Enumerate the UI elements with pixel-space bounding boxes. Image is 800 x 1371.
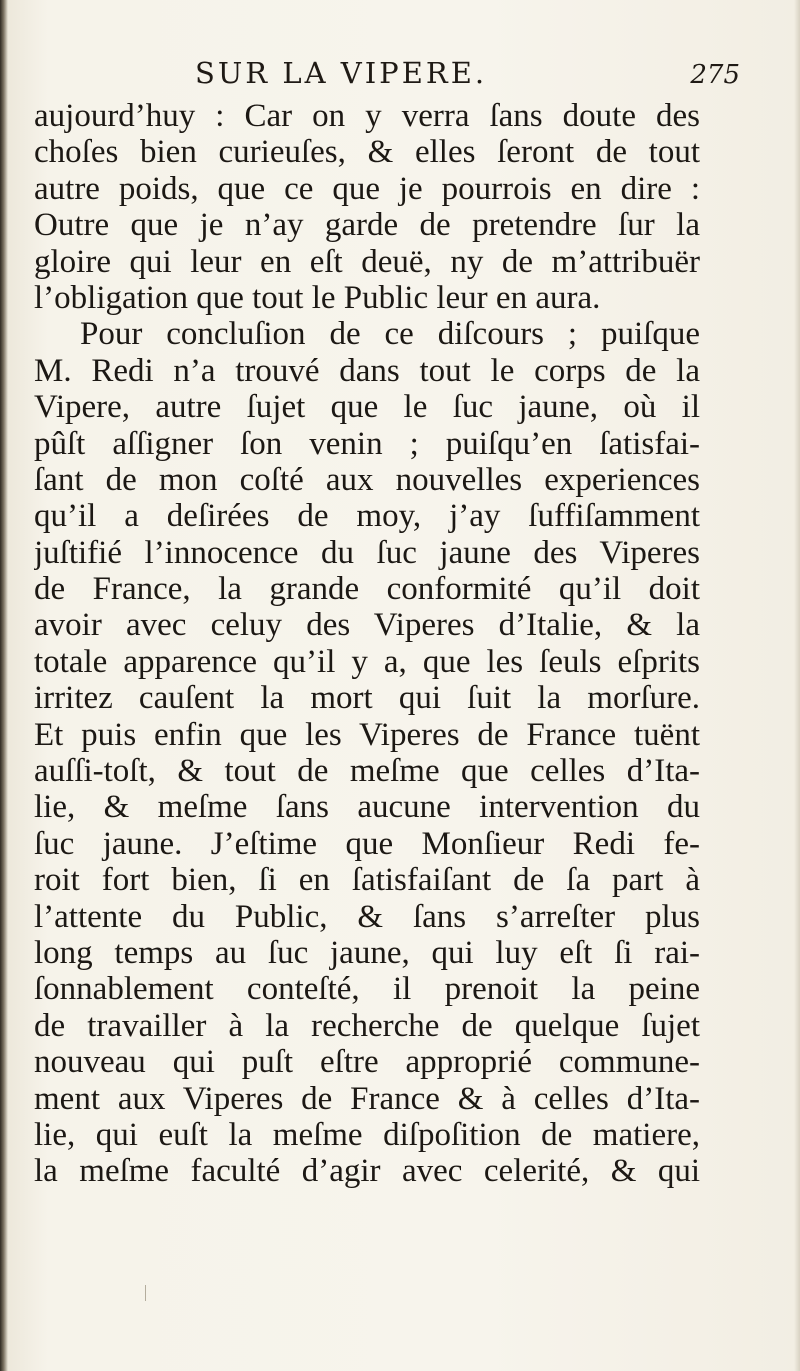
text-line: Vipere, autre ſujet que le ſuc jaune, où il — [34, 389, 700, 426]
text-line: de travailler à la recherche de quelque ſujet — [34, 1007, 700, 1044]
ink-mark — [145, 1285, 146, 1301]
running-title: SUR LA VIPERE. — [195, 56, 488, 90]
body-text — [34, 98, 700, 1190]
paragraph-first-line: Pour concluſion de ce diſcours ; puiſque — [80, 316, 700, 353]
text-line: totale apparence qu’il y a, que les ſeuls eſprits — [34, 643, 700, 680]
text-line: ſuc jaune. J’eſtime que Monſieur Redi fe- — [34, 825, 700, 862]
text-line: de France, la grande conformité qu’il doit — [34, 571, 700, 608]
text-line: gloire qui leur en eſt deuë, ny de m’attribuër — [34, 243, 700, 280]
text-line: aujourd’huy : Car on y verra ſans doute des — [34, 98, 700, 134]
text-line: roit fort bien, ſi en ſatisfaiſant de ſa part à — [34, 862, 700, 899]
text-line: ment aux Viperes de France & à celles d’Ita- — [34, 1080, 700, 1117]
page-header — [40, 56, 740, 96]
text-line: pûſt aſſigner ſon venin ; puiſqu’en ſatisfai- — [34, 425, 700, 462]
text-line: irritez cauſent la mort qui ſuit la morſure. — [34, 680, 700, 717]
text-line: long temps au ſuc jaune, qui luy eſt ſi rai- — [34, 934, 700, 971]
text-line: Outre que je n’ay garde de pretendre ſur la — [34, 207, 700, 244]
text-line: qu’il a deſirées de moy, j’ay ſuffiſamment — [34, 498, 700, 535]
text-line: la meſme faculté d’agir avec celerité, & qui — [34, 1153, 700, 1190]
text-line: Et puis enfin que les Viperes de France tuënt — [34, 716, 700, 753]
page-binding-shadow — [0, 0, 8, 1371]
text-line: lie, qui euſt la meſme diſpoſition de matiere, — [34, 1116, 700, 1153]
text-line: ſant de mon coſté aux nouvelles experiences — [34, 461, 700, 498]
text-line: avoir avec celuy des Viperes d’Italie, & la — [34, 607, 700, 644]
page-edge-shadow — [794, 0, 800, 1371]
page-number: 275 — [690, 60, 740, 90]
text-line: autre poids, que ce que je pourrois en dire : — [34, 170, 700, 207]
text-line: ſonnablement conteſté, il prenoit la peine — [34, 971, 700, 1008]
text-line: nouveau qui puſt eſtre approprié commune- — [34, 1044, 700, 1081]
text-line: auſſi-toſt, & tout de meſme que celles d’Ita- — [34, 753, 700, 790]
text-line: l’obligation que tout le Public leur en aura. — [34, 279, 601, 316]
text-line: M. Redi n’a trouvé dans tout le corps de la — [34, 352, 700, 389]
text-line: choſes bien curieuſes, & elles ſeront de tout — [34, 134, 700, 171]
text-line: lie, & meſme ſans aucune intervention du — [34, 789, 700, 826]
text-line: juſtifié l’innocence du ſuc jaune des Viperes — [34, 534, 700, 571]
text-line: l’attente du Public, & ſans s’arreſter plus — [34, 898, 700, 935]
